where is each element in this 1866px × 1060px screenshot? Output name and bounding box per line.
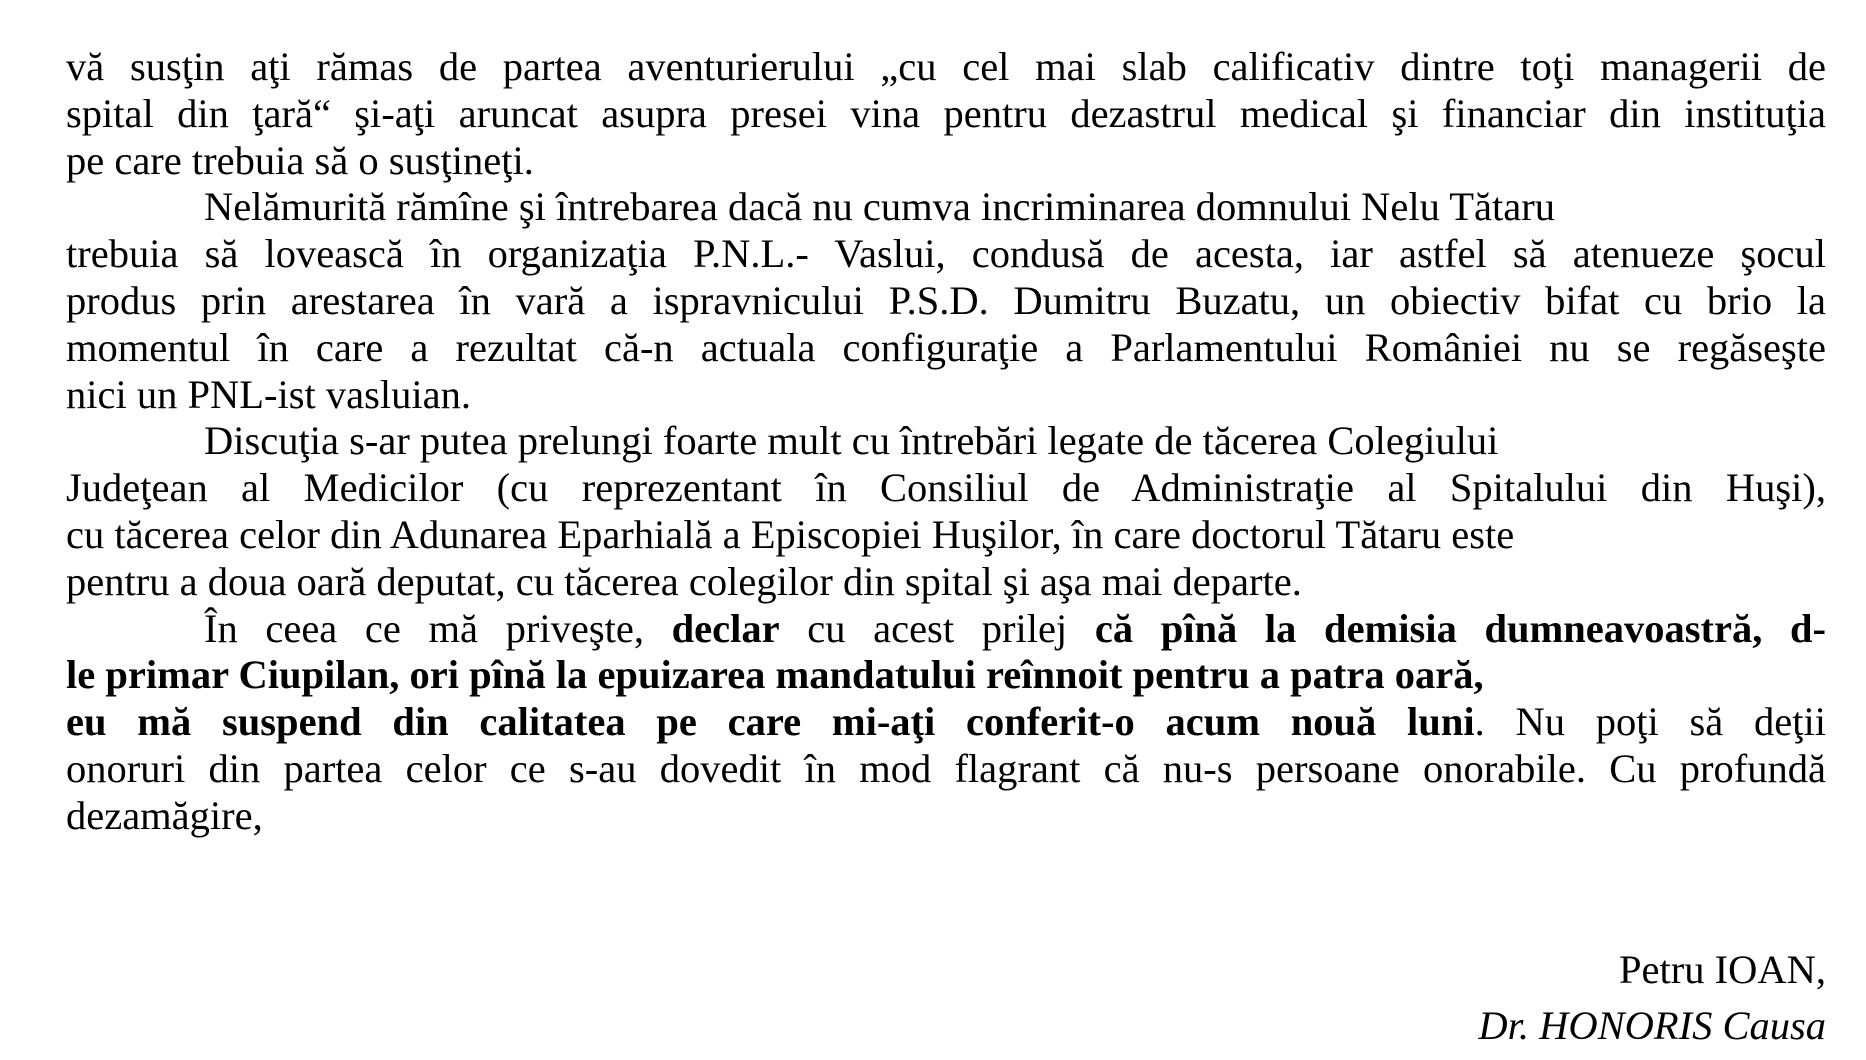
text-line: pe care trebuia să o susţineţi. bbox=[66, 137, 534, 183]
text-run: cu acest prilej bbox=[779, 605, 1095, 651]
text-line: Judeţean al Medicilor (cu reprezentant în Consiliul de Administraţie al Spitalului din Huşi), bbox=[66, 465, 1826, 511]
text-run: . Nu poţi să deţii bbox=[1474, 699, 1826, 745]
text-line: Nelămurită rămîne şi întrebarea dacă nu cumva incriminarea domnului Nelu Tătaru bbox=[204, 184, 1555, 230]
signature-block bbox=[1478, 942, 1826, 1054]
text-line: Discuţia s-ar putea prelungi foarte mult cu întrebări legate de tăcerea Colegiului bbox=[204, 418, 1499, 464]
text-line: cu tăcerea celor din Adunarea Eparhială a Episcopiei Huşilor, în care doctorul Tătaru este bbox=[66, 511, 1515, 557]
letter-body bbox=[66, 44, 1826, 840]
bold-text-run: că pînă la demisia dumneavoastră, d- bbox=[1094, 605, 1827, 651]
text-line: onoruri din partea celor ce s-au dovedit în mod flagrant că nu-s persoane onorabile. Cu profundă bbox=[66, 745, 1826, 791]
text-run: În ceea ce mă priveşte, bbox=[204, 605, 672, 651]
text-line: produs prin arestarea în vară a ispravnicului P.S.D. Dumitru Buzatu, un obiectiv bifat cu brio la bbox=[66, 277, 1826, 323]
paragraph-3 bbox=[66, 418, 1826, 605]
text-line: vă susţin aţi rămas de partea aventurierului „cu cel mai slab calificativ dintre toţi managerii de bbox=[66, 44, 1826, 89]
text-line bbox=[66, 699, 1826, 746]
signature-title: Dr. HONORIS Causa bbox=[1478, 1003, 1826, 1048]
signature-name: Petru IOAN, bbox=[1619, 947, 1826, 992]
text-line: pentru a doua oară deputat, cu tăcerea colegilor din spital şi aşa mai departe. bbox=[66, 558, 1302, 604]
paragraph-1 bbox=[66, 44, 1826, 184]
text-line bbox=[66, 606, 1826, 653]
paragraph-4 bbox=[66, 606, 1826, 840]
paragraph-2 bbox=[66, 184, 1826, 418]
bold-text-run: declar bbox=[671, 605, 780, 651]
text-line: nici un PNL-ist vasluian. bbox=[66, 371, 471, 417]
text-line: trebuia să lovească în organizaţia P.N.L.- Vaslui, condusă de acesta, iar astfel să atenueze şocul bbox=[66, 231, 1826, 277]
bold-text-line: le primar Ciupilan, ori pînă la epuizarea mandatului reînnoit pentru a patra oară, bbox=[66, 652, 1484, 698]
text-line: dezamăgire, bbox=[66, 792, 263, 838]
text-line: spital din ţară“ şi-aţi aruncat asupra presei vina pentru dezastrul medical şi financiar din instituţia bbox=[66, 90, 1826, 136]
text-line: momentul în care a rezultat că-n actuala configuraţie a Parlamentului României nu se regăseşte bbox=[66, 324, 1826, 370]
bold-text-run: eu mă suspend din calitatea pe care mi-aţi conferit-o acum nouă luni bbox=[66, 699, 1475, 745]
